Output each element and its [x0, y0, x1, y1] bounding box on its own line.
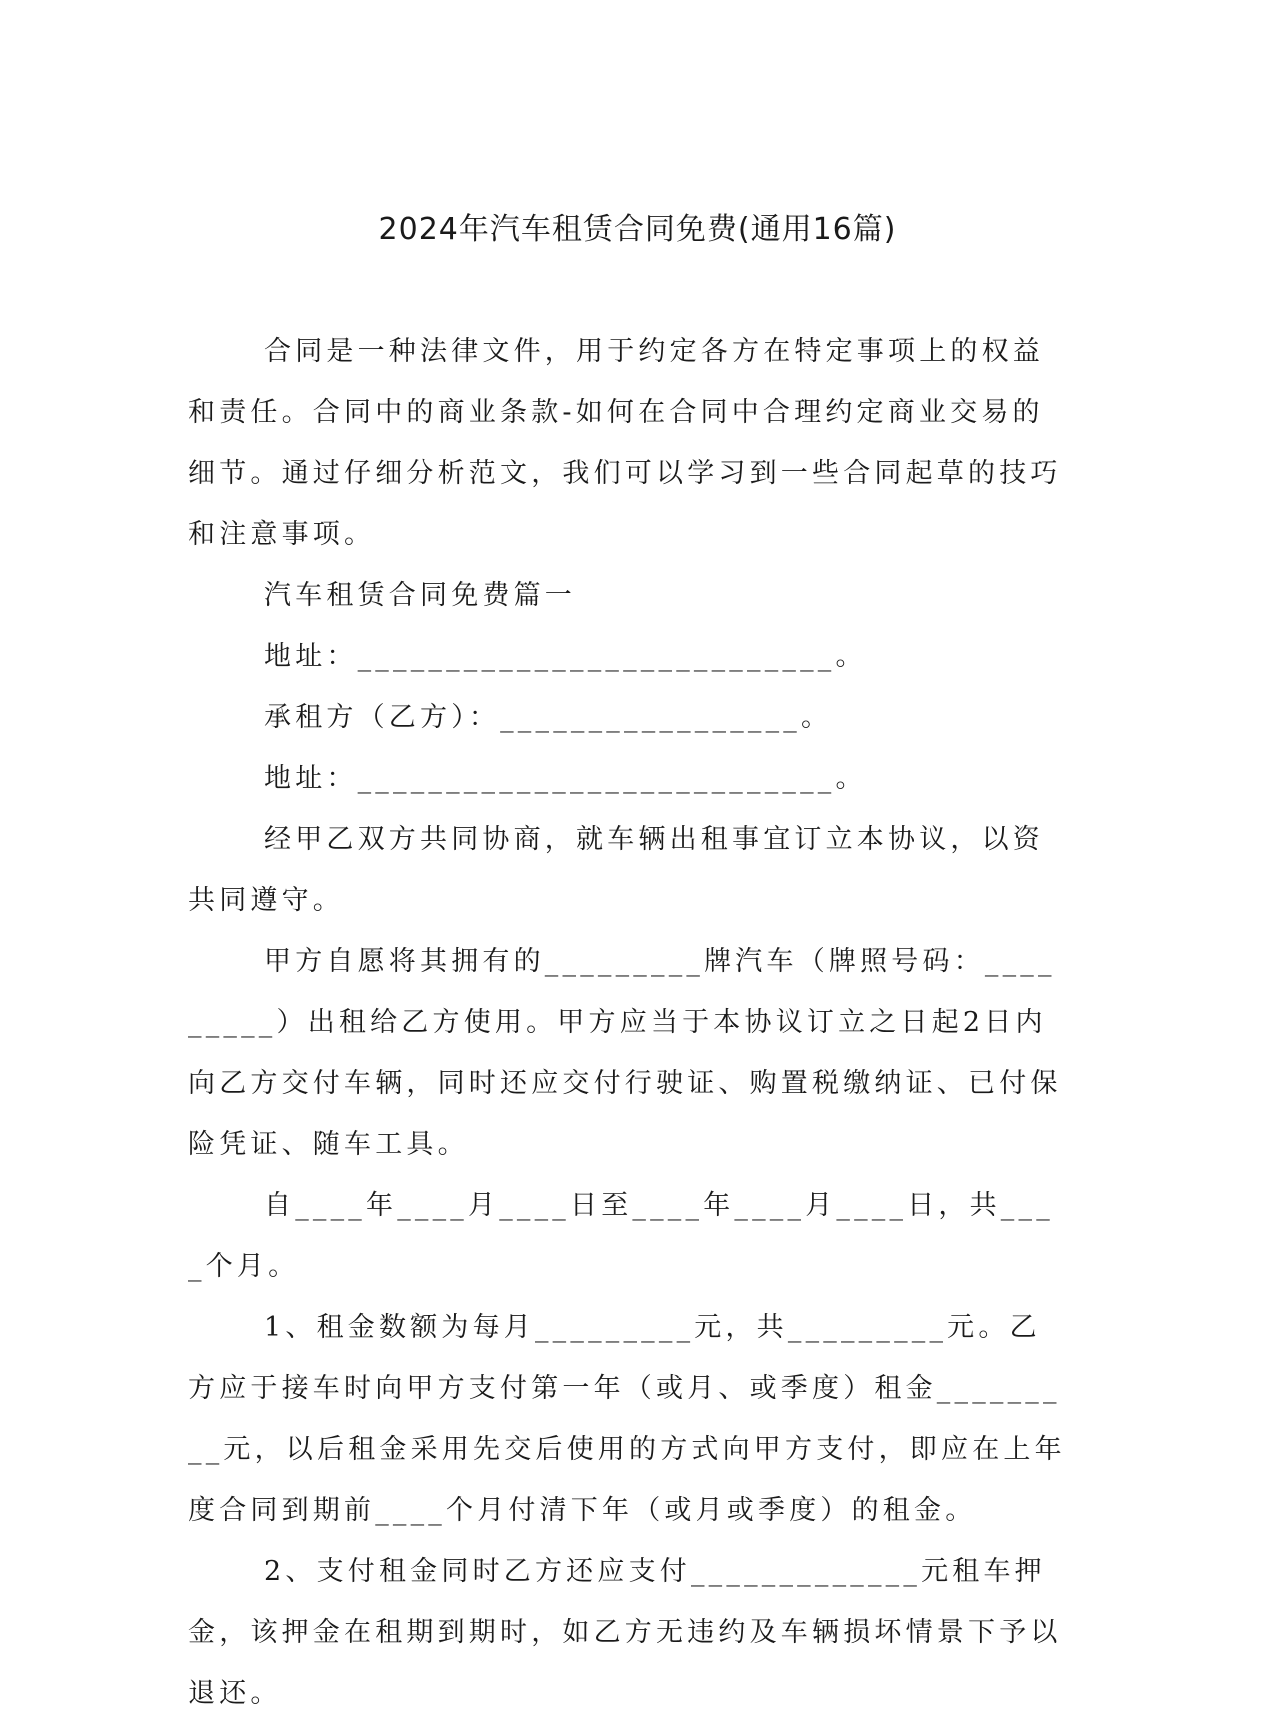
document-body: [188, 321, 1068, 1724]
paragraph-address-lessor: 地址：___________________________。: [264, 641, 867, 672]
section-heading: 汽车租赁合同免费篇一: [264, 580, 576, 611]
paragraph-deposit: 2、支付租金同时乙方还应支付_____________元租车押金，该押金在租期到期时，如乙方无违约及车辆损坏情景下予以退还。: [188, 1556, 1062, 1709]
paragraph-rent: 1、租金数额为每月_________元，共_________元。乙方应于接车时向甲方支付第一年（或月、或季度）租金_________元，以后租金采用先交后使用的方式向甲方支付，即应在上年度合同到期前____个月付清下年（或月或季度）的租金。: [188, 1312, 1066, 1526]
paragraph-intro: 合同是一种法律文件，用于约定各方在特定事项上的权益和责任。合同中的商业条款-如何在合同中合理约定商业交易的细节。通过仔细分析范文，我们可以学习到一些合同起草的技巧和注意事项。: [188, 336, 1062, 550]
paragraph-vehicle: 甲方自愿将其拥有的_________牌汽车（牌照号码：_________）出租给乙方使用。甲方应当于本协议订立之日起2日内向乙方交付车辆，同时还应交付行驶证、购置税缴纳证、已付保险凭证、随车工具。: [188, 946, 1062, 1160]
paragraph-term: 自____年____月____日至____年____月____日，共____个月。: [188, 1190, 1054, 1282]
paragraph-agreement: 经甲乙双方共同协商，就车辆出租事宜订立本协议，以资共同遵守。: [188, 824, 1044, 916]
paragraph-address-lessee: 地址：___________________________。: [264, 763, 867, 794]
document-title: 2024年汽车租赁合同免费(通用16篇): [378, 212, 897, 247]
paragraph-lessee: 承租方（乙方）：_________________。: [264, 702, 833, 733]
